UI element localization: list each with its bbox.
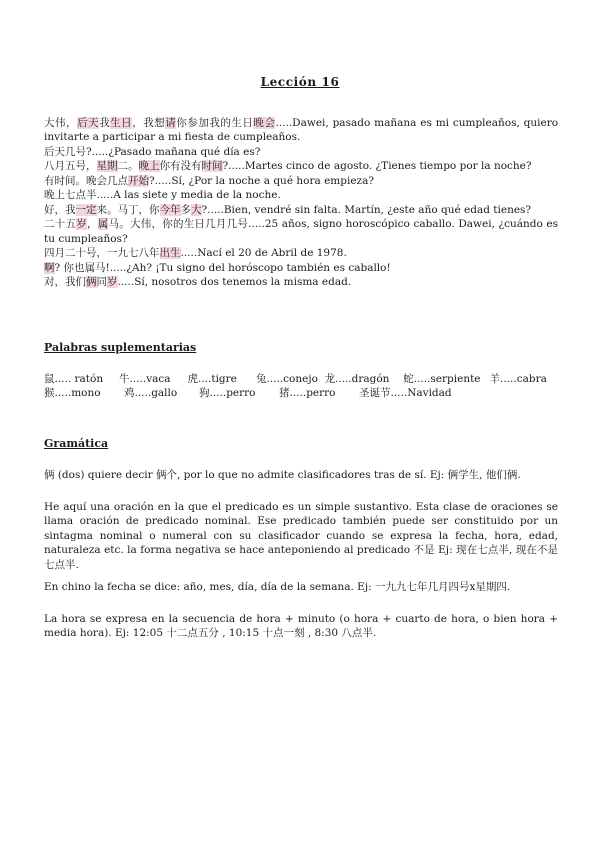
dialog-line bbox=[44, 159, 558, 173]
dialog-line bbox=[44, 261, 558, 275]
vocab-item: 龙.....dragón bbox=[324, 373, 390, 385]
dialog-line bbox=[44, 203, 558, 217]
vocab-table bbox=[44, 372, 558, 401]
vocab-heading: Palabras suplementarias bbox=[44, 341, 197, 354]
vocab-item: 猪.....perro bbox=[279, 387, 336, 400]
highlighted-text: 岁 bbox=[76, 218, 87, 231]
dialog-line bbox=[44, 116, 558, 145]
dialog-line bbox=[44, 246, 558, 260]
dialog-text: 晚上七点半 bbox=[44, 189, 97, 202]
highlighted-text: 俩 bbox=[86, 276, 97, 289]
grammar-paragraph-2: He aquí una oración en la que el predicado es un simple sustantivo. Esta clase de oraciones se llama oración de predicado nominal. Ese predicado también puede ser constituido por un sintagma nominal o numeral con su clasificador cuando se expresa la fecha, hora, edad, naturaleza etc. la forma negativa se hace anteponiendo al predicado 不是 Ej: 现在七点半, 现在不是七点半. bbox=[44, 501, 558, 571]
vocab-item: 狗.....perro bbox=[199, 387, 256, 400]
dialog-text: .....Dawei, pasado mañana es mi cumpleaños, quiero invitarte a participar a mi fiesta de cumpleaños. bbox=[44, 117, 559, 144]
highlighted-text: 请 bbox=[165, 117, 177, 129]
vocab-item: 猴.....mono bbox=[44, 387, 101, 400]
dialog-text: .....¿Ah? ¡Tu signo del horóscopo también es caballo! bbox=[109, 261, 391, 274]
highlighted-text: 啊 bbox=[44, 261, 55, 274]
highlighted-text: 开始 bbox=[128, 174, 149, 187]
dialog-text: 你参加我的生日 bbox=[176, 117, 254, 129]
dialog-text: 我 bbox=[99, 117, 111, 129]
dialog-text: ? 你也属马! bbox=[54, 261, 110, 274]
dialog-text: 你有没有 bbox=[159, 160, 202, 173]
vocab-row-1 bbox=[44, 372, 558, 386]
dialog-text: .....Bien, vendré sin falta. Martín, ¿este año qué edad tienes? bbox=[207, 203, 532, 216]
vocab-item: 鼠..... ratón bbox=[44, 373, 104, 385]
highlighted-text: 一定 bbox=[75, 203, 97, 216]
dialog-text: 对，我们 bbox=[44, 276, 86, 289]
grammar-paragraph-3: En chino la fecha se dice: año, mes, día, día de la semana. Ej: 一九九七年几月四号x星期四. bbox=[44, 581, 511, 593]
dialog-line bbox=[44, 217, 558, 246]
vocab-item: 蛇.....serpiente bbox=[403, 373, 481, 385]
dialog-text: 后天几号? bbox=[44, 145, 92, 158]
dialog-line bbox=[44, 188, 558, 202]
dialog-line bbox=[44, 145, 558, 159]
dialog-line bbox=[44, 174, 558, 188]
dialog-text: .....Martes cinco de agosto. ¿Tienes tiempo por la noche? bbox=[228, 160, 532, 173]
dialog-text: 多 bbox=[180, 203, 191, 216]
grammar-heading: Gramática bbox=[44, 437, 109, 450]
dialog-text: .....Nací el 20 de Abril de 1978. bbox=[180, 247, 347, 260]
dialog-text: ? bbox=[201, 203, 208, 216]
highlighted-text: 大 bbox=[191, 203, 202, 216]
grammar-paragraph-4: La hora se expresa en la secuencia de hora + minuto (o hora + cuarto de hora, o bien hora + media hora). Ej: 12:05 十二点五分 , 10:15 十点一刻 , 8:30 八点半. bbox=[44, 613, 558, 640]
highlighted-text: 晚上 bbox=[138, 160, 160, 173]
dialog-text: .....¿Pasado mañana qué día es? bbox=[91, 145, 261, 158]
dialog-text: ? bbox=[222, 160, 229, 173]
dialog-text: .....Sí, nosotros dos tenemos la misma edad. bbox=[117, 276, 352, 289]
highlighted-text: 属 bbox=[97, 218, 109, 231]
highlighted-text: 后天 bbox=[77, 117, 100, 129]
highlighted-text: 今年 bbox=[159, 203, 181, 216]
vocab-row-2 bbox=[44, 386, 558, 400]
vocab-item: 羊.....cabra bbox=[489, 373, 547, 385]
dialog-text: 二十五 bbox=[44, 218, 77, 231]
vocab-item: 兔.....conejo bbox=[255, 373, 318, 385]
vocab-item: 虎....tigre bbox=[187, 373, 237, 385]
grammar-paragraph-1: 俩 (dos) quiere decir 俩个, por lo que no admite clasificadores tras de sí. Ej: 俩学生, 他们俩. bbox=[44, 469, 521, 481]
vocab-item: 圣诞节.....Navidad bbox=[359, 387, 452, 400]
dialog-text: 二。 bbox=[117, 160, 139, 173]
highlighted-text: 晚会 bbox=[253, 117, 276, 129]
highlighted-text: 岁 bbox=[107, 276, 118, 289]
vocab-item: 鸡.....gallo bbox=[124, 387, 178, 400]
dialog-text: ，我想 bbox=[132, 117, 166, 129]
dialog-text: 好，我 bbox=[44, 203, 76, 216]
dialog-text: ， bbox=[86, 218, 98, 231]
dialog-text: .....A las siete y media de la noche. bbox=[96, 189, 281, 202]
vocab-item: 牛.....vaca bbox=[119, 373, 171, 385]
highlighted-text: 时间 bbox=[201, 160, 223, 173]
lesson-title: Lección 16 bbox=[260, 75, 340, 89]
dialog-line bbox=[44, 275, 558, 289]
highlighted-text: 星期 bbox=[96, 160, 118, 173]
dialog-section bbox=[44, 116, 558, 290]
dialog-text: ? bbox=[149, 174, 155, 187]
dialog-text: 四月二十号，一九七八年 bbox=[44, 247, 160, 260]
dialog-text: .....25 años, signo horoscópico caballo. Dawei, ¿cuándo es tu cumpleaños? bbox=[44, 218, 559, 245]
dialog-text: .....Sí, ¿Por la noche a qué hora empieza? bbox=[154, 174, 374, 187]
dialog-text: 同 bbox=[96, 276, 107, 289]
highlighted-text: 生日 bbox=[110, 117, 133, 129]
dialog-text: 来。马丁，你 bbox=[96, 203, 160, 216]
dialog-text: 大伟， bbox=[44, 117, 78, 129]
highlighted-text: 出生 bbox=[159, 247, 181, 260]
dialog-text: 有时间。晚会几点 bbox=[44, 174, 128, 187]
dialog-text: 马。大伟，你的生日几月几号 bbox=[108, 218, 249, 231]
dialog-text: 八月五号， bbox=[44, 160, 97, 173]
